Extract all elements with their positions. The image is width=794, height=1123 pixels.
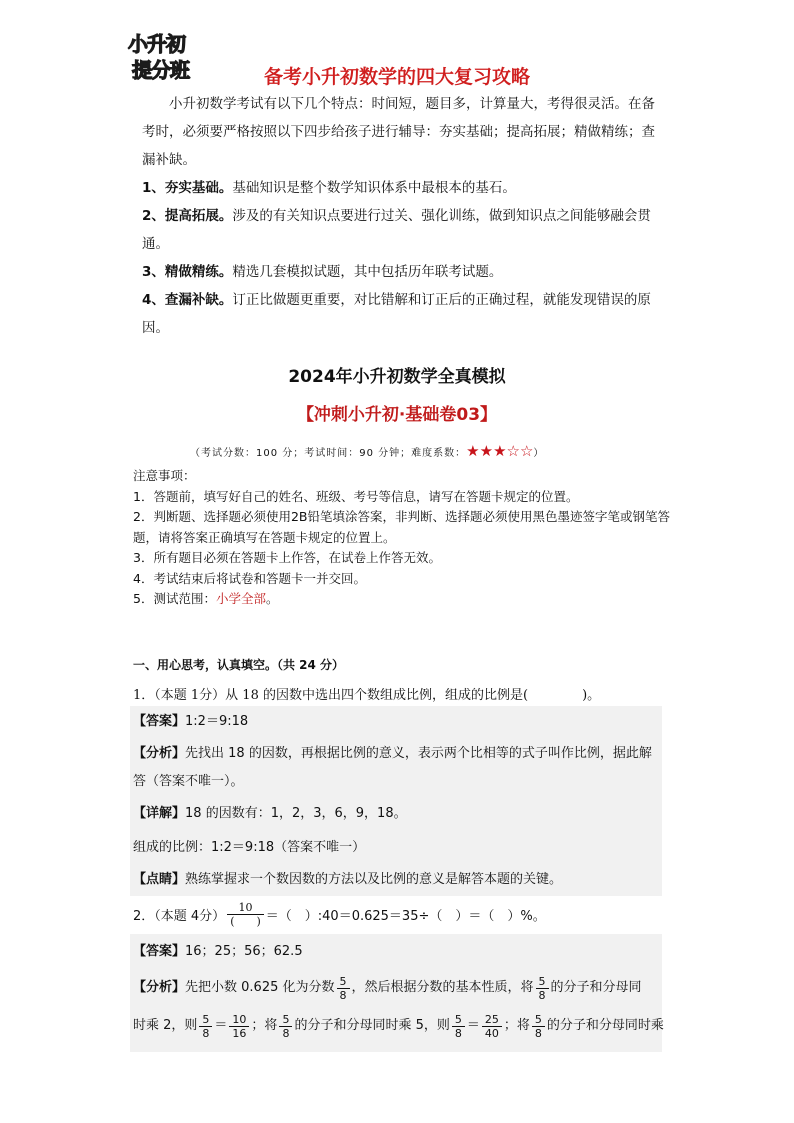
fraction-10-16 [229,1013,249,1040]
tip-2-body: 涉及的有关知识点要进行过关、强化训练，做到知识点之间能够融会贯通。 [142,208,651,252]
tip-1 [142,174,662,202]
notes-item-3: 3．所有题目必须在答题卡上作答，在试卷上作答无效。 [133,550,441,565]
q2-analysis-a1: 先把小数 0.625 化为分数 [185,980,335,995]
tip-4-head: 4、查漏补缺。 [142,292,233,308]
fraction-denominator: ( ) [227,914,264,928]
notes-item-4: 4．考试结束后将试卷和答题卡一并交回。 [133,570,366,586]
fraction-numerator: 5 [454,1012,462,1026]
q1-point-text: 熟练掌握求一个数因数的方法以及比例的意义是解答本题的关键。 [185,872,563,887]
difficulty-stars-full-icon: ★★★ [466,442,507,460]
fraction-numerator: 5 [282,1012,290,1026]
q2-analysis-b4: ；将 [503,1018,530,1033]
fraction-numerator: 5 [538,974,546,988]
fraction-denominator: 40 [482,1026,502,1040]
q1-point-label: 【点睛】 [133,872,186,887]
notes-item-2: 2．判断题、选择题必须使用2B铅笔填涂答案，非判断、选择题必须使用黑色墨迹签字笔或钢笔答题，请将答案正确填写在答题卡规定的位置上。 [133,509,670,545]
exam-subtitle: 【冲刺小升初·基础卷03】 [296,405,498,425]
fraction-5-8-a [337,975,350,1002]
q2-analysis-a3: 的分子和分母同 [550,980,642,995]
fraction-denominator: 8 [337,988,350,1002]
exam-meta [190,442,544,460]
notes-block [133,466,673,610]
tip-1-head: 1、夯实基础。 [142,180,233,196]
scope-value: 小学全部 [215,591,266,606]
q1-answer [133,708,663,736]
q2-analysis-line-1 [133,974,663,1002]
q2-answer [133,938,663,966]
fraction-5-8-f [532,1013,545,1040]
scope-end: 。 [265,591,279,606]
q1-analysis [133,740,663,796]
logo-line-2: 提分班 [132,58,189,82]
q1-analysis-label: 【分析】 [133,746,186,761]
fraction-denominator: 8 [452,1026,465,1040]
tip-3 [142,258,662,286]
q1-point [133,866,663,894]
exam-meta-text: （考试分数：100 分；考试时间：90 分钟；难度系数： [190,448,467,459]
notes-item-5 [133,589,673,610]
q1-detail [133,800,663,828]
fraction-5-8-e [452,1013,465,1040]
fraction-denominator: 16 [229,1026,249,1040]
q1-detail-label: 【详解】 [133,806,186,821]
fraction-numerator: 5 [534,1012,542,1026]
tip-3-body: 精选几套模拟试题，其中包括历年联考试题。 [232,264,503,280]
fraction-denominator: 8 [279,1026,292,1040]
q2-answer-value: 16；25；56；62.5 [185,944,303,959]
q2-analysis-label: 【分析】 [133,980,186,995]
notes-item-1: 1．答题前，填写好自己的姓名、班级、考号等信息，请写在答题卡规定的位置。 [133,488,579,504]
fraction-25-40 [482,1013,502,1040]
difficulty-stars-empty-icon: ☆☆ [506,442,534,460]
fraction-5-8-d [279,1013,292,1040]
fraction-5-8-c [199,1013,212,1040]
scope-label: 5．测试范围： [133,591,216,606]
section-title: 一、用心思考，认真填空。（共 24 分） [133,658,345,672]
notes-heading: 注意事项： [133,468,196,483]
question-2 [133,896,546,932]
fraction-denominator: 8 [536,988,549,1002]
q2-analysis-b2: ；将 [251,1018,278,1033]
question-1 [133,684,600,703]
question-1-stem-end: )。 [582,688,601,703]
tip-1-body: 基础知识是整个数学知识体系中最根本的基石。 [232,180,516,196]
tip-3-head: 3、精做精练。 [142,264,233,280]
fraction-numerator: 5 [202,1012,210,1026]
page-title: 备考小升初数学的四大复习攻略 [263,66,530,88]
tip-2-head: 2、提高拓展。 [142,208,233,224]
fraction-denominator: 8 [532,1026,545,1040]
intro-paragraph: 小升初数学考试有以下几个特点：时间短，题目多，计算量大，考得很灵活。在备考时，必须要严格按照以下四步给孩子进行辅导：夯实基础；提高拓展；精做精练；查漏补缺。 [142,96,655,168]
q1-answer-label: 【答案】 [133,714,186,729]
tip-2 [142,202,662,258]
q2-analysis-b3: 的分子和分母同时乘 5，则 [294,1018,450,1033]
q1-detail-2: 组成的比例：1:2＝9:18（答案不唯一） [133,840,366,855]
exam-title: 2024年小升初数学全真模拟 [288,367,506,387]
q1-analysis-text: 先找出 18 的因数，再根据比例的意义，表示两个比相等的式子叫作比例，据此解答（答案不唯一）。 [133,746,652,789]
question-2-prefix: 2．（本题 4分） [133,908,226,924]
fraction-numerator: 25 [484,1012,499,1026]
fraction-5-8-b [536,975,549,1002]
q2-analysis-a2: ，然后根据分数的基本性质，将 [351,980,534,995]
fraction-numerator: 5 [339,974,347,988]
exam-meta-end: ） [533,448,545,459]
tip-4 [142,286,662,342]
q2-answer-label: 【答案】 [133,944,186,959]
q1-detail-text: 18 的因数有：1，2，3，6，9，18。 [185,806,407,821]
q2-analysis-b5: 的分子和分母同时乘 [546,1018,664,1033]
fraction-numerator: 10 [232,1012,247,1026]
q2-analysis-b1: 时乘 2，则 [133,1018,198,1033]
question-2-rest: ＝（ ）:40＝0.625＝35÷（ ）＝（ ）%。 [265,908,546,924]
logo-line-1: 小升初 [128,32,185,56]
fraction-numerator: 10 [238,900,253,914]
equals-sign: ＝ [466,1018,480,1033]
tip-4-body: 订正比做题更重要，对比错解和订正后的正确过程，就能发现错误的原因。 [142,292,651,336]
fraction-denominator: 8 [199,1026,212,1040]
equals-sign: ＝ [214,1018,228,1033]
question-1-stem: 1．（本题 1分）从 18 的因数中选出四个数组成比例，组成的比例是( [133,688,529,703]
q1-answer-value: 1:2＝9:18 [185,714,249,729]
question-2-fraction [227,901,264,928]
q2-analysis-line-2 [133,1012,663,1040]
